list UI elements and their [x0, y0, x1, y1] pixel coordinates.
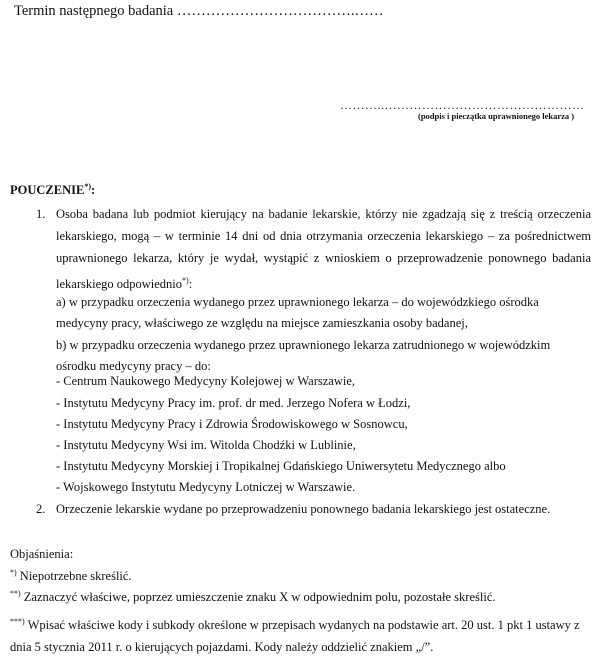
institution-item: - Wojskowego Instytutu Medycyny Lotniczej w Warszawie.: [56, 480, 356, 494]
instruction-title-colon: :: [91, 183, 96, 198]
institution-item: - Instytutu Medycyny Wsi im. Witolda Chodźki w Lublinie,: [56, 438, 356, 452]
item-1-text: [56, 203, 591, 295]
instruction-title-footnote-mark: *): [84, 182, 91, 191]
footnote-3-text: Wpisać właściwe kody i subkody określone w przepisach wydanych na podstawie art. 20 ust. 1 pkt 1 ustawy z dnia 5 stycznia 2011 r. o kierujących pojazdami. Kody należy oddzielić znakiem „/”.: [10, 618, 580, 655]
footnote-1-text: Niepotrzebne skreślić.: [16, 569, 132, 584]
item-1-colon: :: [188, 276, 193, 291]
item-1-body: Osoba badana lub podmiot kierujący na badanie lekarskie, którzy nie zgadzają się z treścią orzeczenia lekarskiego, mogą – w terminie 14 dni od dnia otrzymania orzeczenia lekarskiego – za pośrednictwem uprawnionego lekarza, który je wydał, wystąpić z wnioskiem o przeprowadzenie ponownego badania lekarskiego odpowiednio: [56, 207, 591, 291]
option-b: b) w przypadku orzeczenia wydanego przez uprawnionego lekarza zatrudnionego w wojewódzkim ośrodku medycyny pracy – do:: [56, 338, 551, 374]
footnote-3: [10, 611, 592, 658]
footnote-1: [10, 568, 132, 584]
item-1-number: 1.: [36, 207, 46, 221]
item-2-number: 2.: [36, 502, 46, 516]
footnote-1-mark: *): [10, 568, 17, 577]
signature-line: ………..…………………………………………: [340, 98, 585, 112]
institution-item: - Centrum Naukowego Medycyny Kolejowej w Warszawie,: [56, 374, 356, 388]
institution-item: - Instytutu Medycyny Morskiej i Tropikalnej Gdańskiego Uniwersytetu Medycznego albo: [56, 459, 506, 473]
footnote-2: [10, 589, 496, 605]
institution-item: - Instytutu Medycyny Pracy i Zdrowia Środowiskowego w Sosnowcu,: [56, 417, 408, 431]
footnote-3-mark: ***): [10, 617, 25, 626]
item-1-footnote-mark: *): [182, 275, 189, 285]
next-exam-date-field: Termin następnego badania ……………………………….……: [14, 3, 384, 19]
footnotes-heading: Objaśnienia:: [10, 547, 74, 561]
item-2-text: Orzeczenie lekarskie wydane po przeprowadzeniu ponownego badania lekarskiego jest ostateczne.: [56, 502, 551, 516]
footnote-2-mark: **): [10, 589, 21, 598]
institution-item: - Instytutu Medycyny Pracy im. prof. dr med. Jerzego Nofera w Łodzi,: [56, 396, 411, 410]
footnote-2-text: Zaznaczyć właściwe, poprzez umieszczenie znaku X w odpowiednim polu, pozostałe skreślić.: [20, 590, 496, 605]
instruction-title: POUCZENIE: [10, 183, 85, 198]
option-a: a) w przypadku orzeczenia wydanego przez uprawnionego lekarza – do wojewódzkiego ośrodka medycyny pracy, właściwego ze względu na miejsce zamieszkania osoby badanej,: [56, 295, 539, 331]
signature-caption: (podpis i pieczątka uprawnionego lekarza ): [418, 111, 575, 121]
instruction-heading: [10, 182, 95, 198]
